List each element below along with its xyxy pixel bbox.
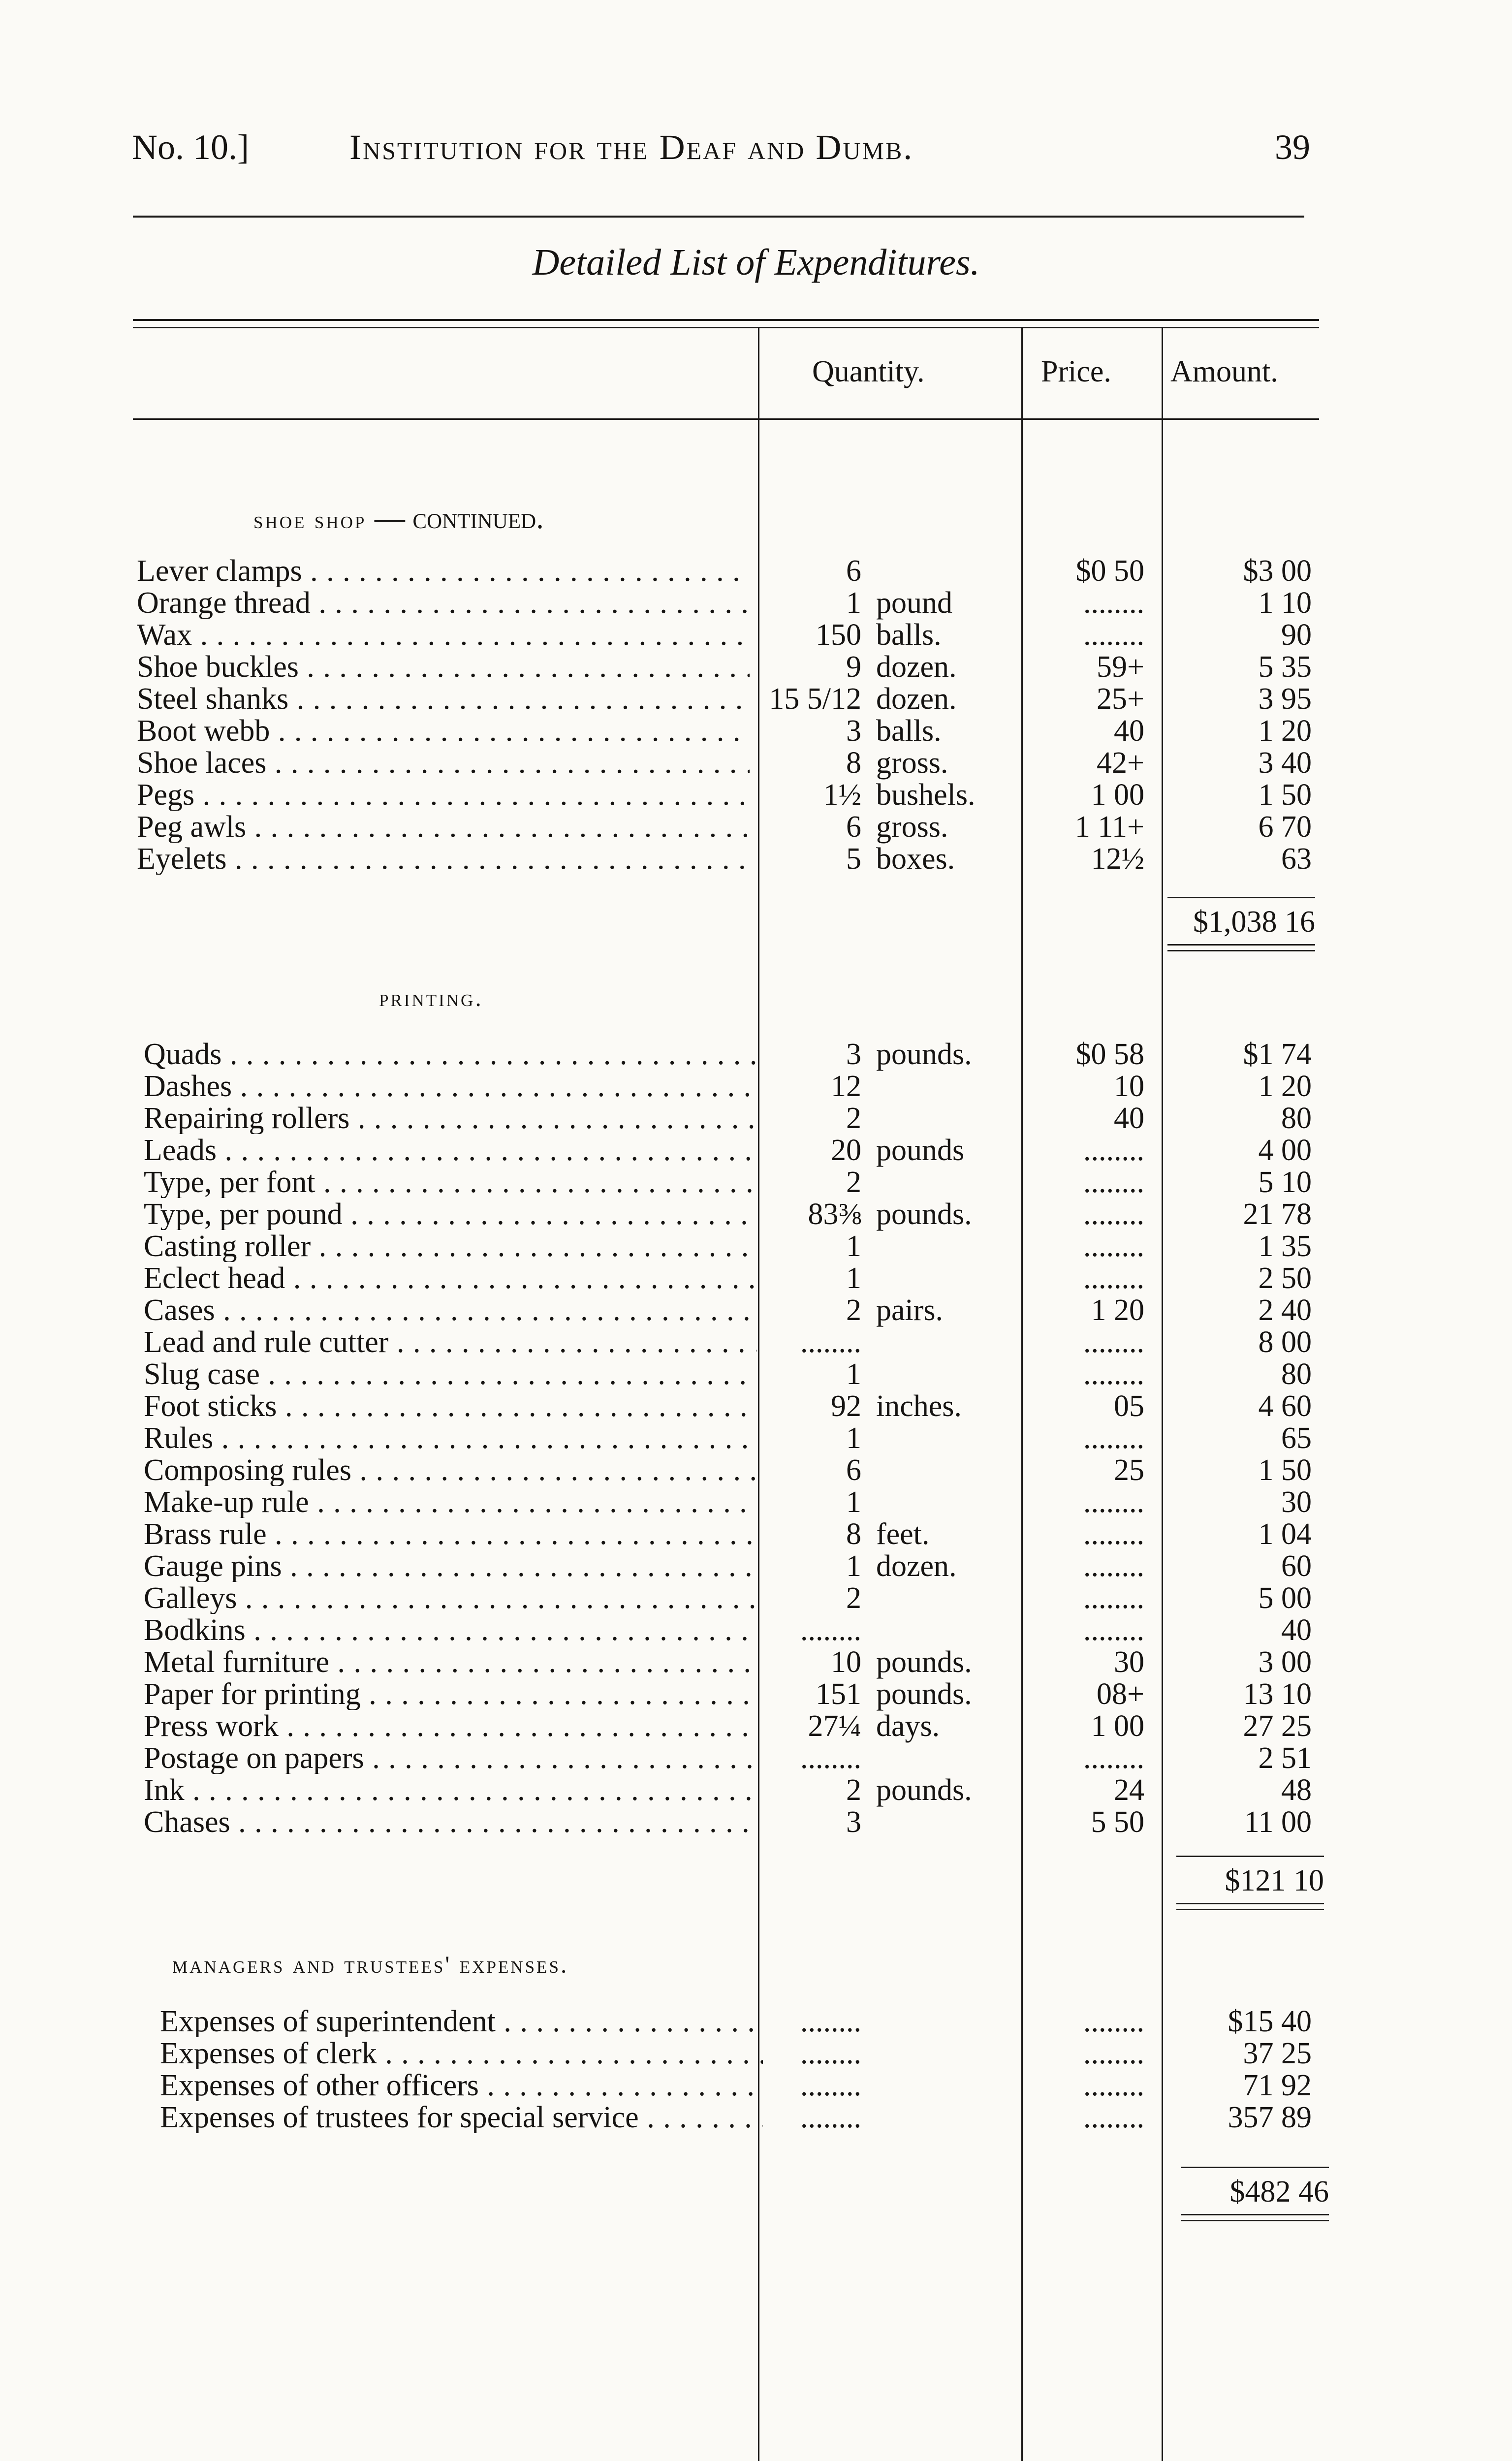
row-unit: feet. [876, 1517, 930, 1551]
row-amount: 40 [1281, 1613, 1312, 1647]
row-item: Galleys . . . [144, 1582, 756, 1614]
row-item: Chases . . . [144, 1806, 756, 1838]
table-row [0, 1486, 1512, 1518]
table-row [0, 587, 1512, 619]
row-price: 12½ [1091, 842, 1144, 876]
table-row [0, 2006, 1512, 2037]
row-price: ........ [1083, 1741, 1144, 1775]
row-quantity: 150 [816, 618, 861, 652]
row-quantity: 8 [846, 746, 861, 780]
row-amount: 8 00 [1258, 1325, 1312, 1359]
table-row [0, 1103, 1512, 1134]
row-unit: gross. [876, 746, 948, 780]
row-quantity: 1 [846, 1230, 861, 1263]
column-head-rule [133, 418, 1319, 420]
row-item: Metal furniture . . . [144, 1646, 756, 1678]
row-amount: 2 51 [1258, 1741, 1312, 1775]
row-price: ........ [1083, 618, 1144, 652]
row-unit: pounds. [876, 1038, 972, 1071]
amount-column-header: Amount. [1170, 355, 1278, 388]
section-title-suffix: — continued. [374, 502, 544, 535]
row-price: ........ [1083, 1549, 1144, 1583]
row-item: Casting roller . . . [144, 1230, 756, 1262]
row-price: ........ [1083, 1230, 1144, 1263]
row-item: Expenses of trustees for special service . . . [160, 2102, 763, 2133]
row-price: ........ [1083, 1134, 1144, 1167]
row-unit: dozen. [876, 650, 957, 684]
table-row [0, 779, 1512, 811]
row-quantity: ........ [800, 1613, 861, 1647]
row-item: Eclect head . . . [144, 1262, 756, 1294]
row-unit: pounds. [876, 1198, 972, 1231]
row-amount: 1 20 [1258, 1070, 1312, 1103]
table-row [0, 619, 1512, 651]
table-row [0, 1230, 1512, 1262]
row-amount: 80 [1281, 1102, 1312, 1135]
row-quantity: ........ [800, 1325, 861, 1359]
section-title-printing: printing. [379, 984, 483, 1011]
shoe-shop-total: $1,038 16 [1193, 905, 1315, 939]
row-amount: 13 10 [1243, 1677, 1312, 1711]
row-amount: 21 78 [1243, 1198, 1312, 1231]
row-quantity: 3 [846, 1805, 861, 1839]
row-quantity: ........ [800, 1741, 861, 1775]
row-item: Ink . . . [144, 1774, 756, 1806]
row-quantity: ........ [800, 2069, 861, 2102]
row-price: ........ [1083, 1262, 1144, 1295]
row-quantity: 8 [846, 1517, 861, 1551]
row-unit: balls. [876, 714, 942, 748]
printing-total-rule [1176, 1856, 1324, 1857]
row-item: Bodkins . . . [144, 1614, 756, 1646]
row-amount: 5 10 [1258, 1166, 1312, 1199]
table-row [0, 2038, 1512, 2069]
row-price: $0 58 [1075, 1038, 1144, 1071]
table-row [0, 1742, 1512, 1774]
row-quantity: 2 [846, 1294, 861, 1327]
row-item: Pegs . . . [137, 779, 750, 811]
row-amount: 60 [1281, 1549, 1312, 1583]
row-item: Boot webb . . . [137, 715, 750, 747]
row-item: Cases . . . [144, 1294, 756, 1326]
row-quantity: 1 [846, 1485, 861, 1519]
table-row [0, 747, 1512, 779]
row-price: ........ [1083, 1517, 1144, 1551]
row-amount: 357 89 [1228, 2101, 1312, 2134]
row-amount: 65 [1281, 1421, 1312, 1455]
row-unit: boxes. [876, 842, 955, 876]
table-row [0, 1454, 1512, 1486]
row-price: ........ [1083, 1485, 1144, 1519]
table-row [0, 1614, 1512, 1646]
row-quantity: 3 [846, 1038, 861, 1071]
row-quantity: 10 [831, 1645, 861, 1679]
header-rule [133, 216, 1304, 218]
printing-total-double-rule-2 [1176, 1909, 1324, 1910]
table-row [0, 715, 1512, 747]
table-row [0, 683, 1512, 715]
row-unit: dozen. [876, 682, 957, 716]
row-unit: bushels. [876, 778, 976, 812]
table-row [0, 1135, 1512, 1166]
row-quantity: ........ [800, 2101, 861, 2134]
list-title: Detailed List of Expenditures. [532, 242, 980, 283]
table-row [0, 1039, 1512, 1070]
row-amount: 71 92 [1243, 2069, 1312, 2102]
row-price: 40 [1114, 714, 1144, 748]
row-quantity: 6 [846, 810, 861, 844]
row-quantity: 1½ [823, 778, 861, 812]
table-row [0, 1358, 1512, 1390]
row-item: Expenses of other officers . . . [160, 2070, 763, 2101]
row-amount: 30 [1281, 1485, 1312, 1519]
row-price: ........ [1083, 2037, 1144, 2070]
table-row [0, 1390, 1512, 1422]
row-amount: 48 [1281, 1773, 1312, 1807]
table-row [0, 1199, 1512, 1230]
row-item: Orange thread . . . [137, 587, 750, 619]
managers-total-double-rule-2 [1181, 2220, 1329, 2221]
row-quantity: 27¼ [808, 1709, 861, 1743]
row-item: Shoe laces . . . [137, 747, 750, 779]
row-quantity: 83⅜ [808, 1198, 861, 1231]
row-price: 08+ [1097, 1677, 1144, 1711]
document-number: No. 10.] [132, 127, 249, 167]
table-row [0, 651, 1512, 683]
row-item: Peg awls . . . [137, 811, 750, 843]
shoe-shop-total-double-rule [1167, 944, 1315, 946]
row-unit: pound [876, 586, 952, 620]
row-item: Type, per font . . . [144, 1167, 756, 1198]
row-amount: 1 10 [1258, 586, 1312, 620]
row-item: Composing rules . . . [144, 1454, 756, 1486]
table-row [0, 1294, 1512, 1326]
row-quantity: 2 [846, 1581, 861, 1615]
row-price: 5 50 [1091, 1805, 1144, 1839]
row-amount: 90 [1281, 618, 1312, 652]
row-quantity: 1 [846, 1549, 861, 1583]
row-amount: 11 00 [1244, 1805, 1312, 1839]
row-price: 40 [1114, 1102, 1144, 1135]
table-row [0, 1167, 1512, 1198]
table-row [0, 1710, 1512, 1742]
row-item: Brass rule . . . [144, 1518, 756, 1550]
table-row [0, 2070, 1512, 2101]
row-quantity: 1 [846, 586, 861, 620]
row-price: 10 [1114, 1070, 1144, 1103]
row-quantity: 12 [831, 1070, 861, 1103]
row-price: 1 00 [1091, 1709, 1144, 1743]
row-quantity: 2 [846, 1166, 861, 1199]
row-item: Expenses of superintendent . . . [160, 2006, 763, 2037]
row-item: Lead and rule cutter . . . [144, 1326, 756, 1358]
row-amount: 1 50 [1258, 778, 1312, 812]
row-quantity: 15 5/12 [769, 682, 861, 716]
row-amount: 80 [1281, 1357, 1312, 1391]
row-quantity: 20 [831, 1134, 861, 1167]
row-amount: 3 00 [1258, 1645, 1312, 1679]
section-title-managers-trustees: managers and trustees' expenses. [172, 1951, 569, 1978]
table-row [0, 1806, 1512, 1838]
row-item: Shoe buckles . . . [137, 651, 750, 683]
shoe-shop-total-double-rule-2 [1167, 950, 1315, 951]
row-unit: pounds. [876, 1773, 972, 1807]
table-row [0, 1774, 1512, 1806]
running-title: Institution for the Deaf and Dumb. [349, 127, 914, 167]
row-amount: 63 [1281, 842, 1312, 876]
table-row [0, 1071, 1512, 1102]
row-price: 59+ [1097, 650, 1144, 684]
table-row [0, 1422, 1512, 1454]
row-amount: $1 74 [1243, 1038, 1312, 1071]
row-price: ........ [1083, 586, 1144, 620]
row-amount: 3 40 [1258, 746, 1312, 780]
row-price: 25 [1114, 1453, 1144, 1487]
quantity-column-header: Quantity. [812, 355, 925, 388]
row-quantity: 151 [816, 1677, 861, 1711]
row-item: Quads . . . [144, 1039, 756, 1070]
row-price: ........ [1083, 2005, 1144, 2038]
row-amount: $15 40 [1228, 2005, 1312, 2038]
row-quantity: 6 [846, 554, 861, 588]
row-quantity: ........ [800, 2005, 861, 2038]
printing-total: $121 10 [1225, 1864, 1324, 1897]
managers-total: $482 46 [1229, 2175, 1329, 2209]
row-amount: $3 00 [1243, 554, 1312, 588]
row-amount: 1 20 [1258, 714, 1312, 748]
table-row [0, 555, 1512, 587]
managers-total-rule [1181, 2167, 1329, 2168]
row-unit: dozen. [876, 1549, 957, 1583]
table-row [0, 1550, 1512, 1582]
table-row [0, 1262, 1512, 1294]
row-item: Repairing rollers . . . [144, 1103, 756, 1134]
row-amount: 1 50 [1258, 1453, 1312, 1487]
row-price: ........ [1083, 1421, 1144, 1455]
row-quantity: 3 [846, 714, 861, 748]
row-amount: 1 35 [1258, 1230, 1312, 1263]
row-amount: 5 00 [1258, 1581, 1312, 1615]
row-price: 05 [1114, 1389, 1144, 1423]
row-amount: 27 25 [1243, 1709, 1312, 1743]
row-quantity: ........ [800, 2037, 861, 2070]
row-unit: pounds. [876, 1645, 972, 1679]
row-item: Postage on papers . . . [144, 1742, 756, 1774]
row-item: Foot sticks . . . [144, 1390, 756, 1422]
section-title-shoe-shop [253, 501, 544, 536]
row-unit: days. [876, 1709, 940, 1743]
row-amount: 1 04 [1258, 1517, 1312, 1551]
table-row [0, 1326, 1512, 1358]
table-top-rule-inner [133, 327, 1319, 328]
row-unit: pairs. [876, 1294, 944, 1327]
row-amount: 2 50 [1258, 1262, 1312, 1295]
row-quantity: 1 [846, 1357, 861, 1391]
table-row [0, 2102, 1512, 2133]
table-row [0, 1518, 1512, 1550]
table-row [0, 811, 1512, 843]
row-price: ........ [1083, 2069, 1144, 2102]
row-quantity: 2 [846, 1773, 861, 1807]
row-quantity: 1 [846, 1421, 861, 1455]
row-price: 1 20 [1091, 1294, 1144, 1327]
price-column-header: Price. [1041, 355, 1111, 388]
row-price: 42+ [1097, 746, 1144, 780]
row-item: Paper for printing . . . [144, 1678, 756, 1710]
row-price: 25+ [1097, 682, 1144, 716]
row-quantity: 2 [846, 1102, 861, 1135]
row-quantity: 1 [846, 1262, 861, 1295]
row-price: ........ [1083, 1581, 1144, 1615]
row-unit: gross. [876, 810, 948, 844]
table-row [0, 1678, 1512, 1710]
row-item: Lever clamps . . . [137, 555, 750, 587]
managers-total-double-rule [1181, 2214, 1329, 2215]
row-item: Dashes . . . [144, 1071, 756, 1102]
row-price: ........ [1083, 1613, 1144, 1647]
printing-total-double-rule [1176, 1903, 1324, 1904]
row-amount: 2 40 [1258, 1294, 1312, 1327]
row-quantity: 6 [846, 1453, 861, 1487]
page-number: 39 [1275, 127, 1310, 167]
row-unit: inches. [876, 1389, 962, 1423]
row-price: ........ [1083, 1357, 1144, 1391]
row-amount: 37 25 [1243, 2037, 1312, 2070]
row-price: 1 11+ [1074, 810, 1144, 844]
row-unit: pounds [876, 1134, 965, 1167]
row-item: Press work . . . [144, 1710, 756, 1742]
row-item: Steel shanks . . . [137, 683, 750, 715]
row-item: Type, per pound . . . [144, 1199, 756, 1230]
row-price: 24 [1114, 1773, 1144, 1807]
section-title-text: shoe shop [253, 506, 367, 534]
row-item: Rules . . . [144, 1422, 756, 1454]
row-unit: pounds. [876, 1677, 972, 1711]
row-item: Leads . . . [144, 1135, 756, 1166]
row-amount: 6 70 [1258, 810, 1312, 844]
row-item: Eyelets . . . [137, 843, 750, 875]
row-item: Gauge pins . . . [144, 1550, 756, 1582]
row-price: ........ [1083, 1198, 1144, 1231]
row-price: 1 00 [1091, 778, 1144, 812]
table-row [0, 843, 1512, 875]
row-item: Expenses of clerk . . . [160, 2038, 763, 2069]
row-unit: balls. [876, 618, 942, 652]
row-quantity: 9 [846, 650, 861, 684]
row-amount: 5 35 [1258, 650, 1312, 684]
row-amount: 4 60 [1258, 1389, 1312, 1423]
row-price: $0 50 [1075, 554, 1144, 588]
row-price: ........ [1083, 2101, 1144, 2134]
row-quantity: 5 [846, 842, 861, 876]
row-quantity: 92 [831, 1389, 861, 1423]
row-item: Make-up rule . . . [144, 1486, 756, 1518]
row-price: ........ [1083, 1325, 1144, 1359]
table-top-rule [133, 319, 1319, 321]
shoe-shop-total-rule [1167, 897, 1315, 898]
row-amount: 3 95 [1258, 682, 1312, 716]
table-row [0, 1582, 1512, 1614]
row-item: Slug case . . . [144, 1358, 756, 1390]
table-row [0, 1646, 1512, 1678]
row-amount: 4 00 [1258, 1134, 1312, 1167]
row-price: ........ [1083, 1166, 1144, 1199]
row-price: 30 [1114, 1645, 1144, 1679]
row-item: Wax . . . [137, 619, 750, 651]
